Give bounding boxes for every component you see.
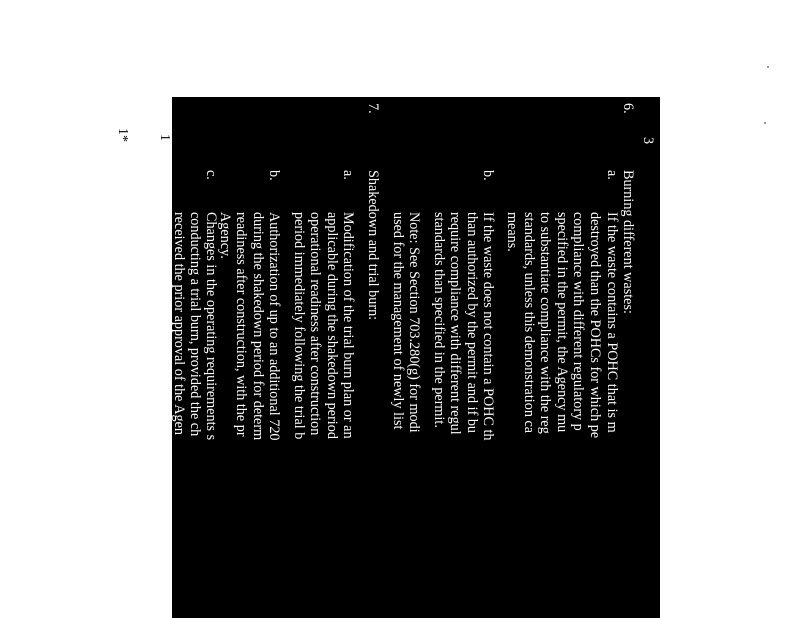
- item-7d-label: d.: [148, 170, 164, 181]
- section-7-title: Shakedown and trial burn:: [365, 170, 381, 321]
- item-7a-line: operational readiness after construction: [307, 212, 323, 436]
- scan-speck: [767, 66, 769, 68]
- item-7b-label: b.: [266, 170, 282, 181]
- item-6a-line: specified in the permit, the Agency mu: [554, 212, 570, 433]
- item-6b-line: require compliance with different regul: [447, 212, 463, 435]
- item-6b-label: b.: [480, 170, 496, 181]
- rotated-page-content: [36, 97, 660, 618]
- item-6a-line: destroyed than the POHCs for which pe: [587, 212, 603, 439]
- item-7c-label: c.: [203, 170, 219, 180]
- section-9-line: DEF of 40 CFR 63 (National Emission Stan: [36, 170, 52, 421]
- item-7a-line: period immediately following the trial b: [291, 212, 307, 440]
- section-8-line: not specified in the permit.: [76, 170, 92, 323]
- scanned-page: [36, 97, 660, 618]
- margin-mark-1-star: 1*: [115, 128, 130, 142]
- item-7d-line: Changes in the ranges of the operating r: [148, 212, 164, 439]
- item-7d-line: permit to reflect the results of the trial b: [132, 212, 148, 439]
- item-7d-line: minor and has received the prior approv: [116, 212, 132, 439]
- section-8-number: 8.: [92, 103, 108, 114]
- item-6b-line: standards than specified in the permit.: [431, 212, 447, 428]
- section-8-line: Substitution of an alternative type of non-ha: [92, 170, 108, 421]
- section-9-line: Technology changes needed to meet standar: [52, 170, 68, 420]
- item-7b-line: Authorization of up to an additional 720: [266, 212, 282, 441]
- item-7b-line: readiness after construction, with the pr: [233, 212, 249, 437]
- scan-speck: [764, 122, 766, 124]
- section-6-number: 6.: [620, 103, 636, 114]
- item-6a-line: standards, unless this demonstration ca: [521, 212, 537, 434]
- item-6a-line: means.: [504, 212, 520, 252]
- item-6b-line: If the waste does not contain a POHC th: [480, 212, 496, 441]
- item-6b-note: Note: See Section 703.280(g) for modi: [406, 212, 422, 433]
- section-7-number: 7.: [365, 103, 381, 114]
- item-6b-line: than authorized by the permit and if bu: [464, 212, 480, 434]
- section-9-number: 9.: [52, 103, 68, 114]
- item-7a-line: Modification of the trial burn plan or an: [340, 212, 356, 439]
- margin-mark-1: 1: [157, 134, 172, 141]
- page-number: 3: [640, 137, 656, 145]
- item-6a-line: compliance with different regulatory p: [570, 212, 586, 431]
- item-6b-note: used for the management of newly list: [390, 212, 406, 430]
- section-6-title: Burning different wastes:: [620, 170, 636, 314]
- item-7c-line: Changes in the operating requirements s: [203, 212, 219, 441]
- item-7a-line: applicable during the shakedown period: [324, 212, 340, 439]
- item-7c-line: conducting a trial burn, provided the ch: [187, 212, 203, 437]
- item-6a-label: a.: [604, 170, 620, 180]
- item-7b-line: during the shakedown period for determ: [250, 212, 266, 441]
- item-7c-line: received the prior approval of the Agen: [171, 212, 187, 435]
- item-7a-label: a.: [340, 170, 356, 180]
- item-6a-line: to substantiate compliance with the reg: [537, 212, 553, 434]
- item-7b-line: Agency.: [217, 212, 233, 259]
- item-6a-line: If the waste contains a POHC that is m: [604, 212, 620, 433]
